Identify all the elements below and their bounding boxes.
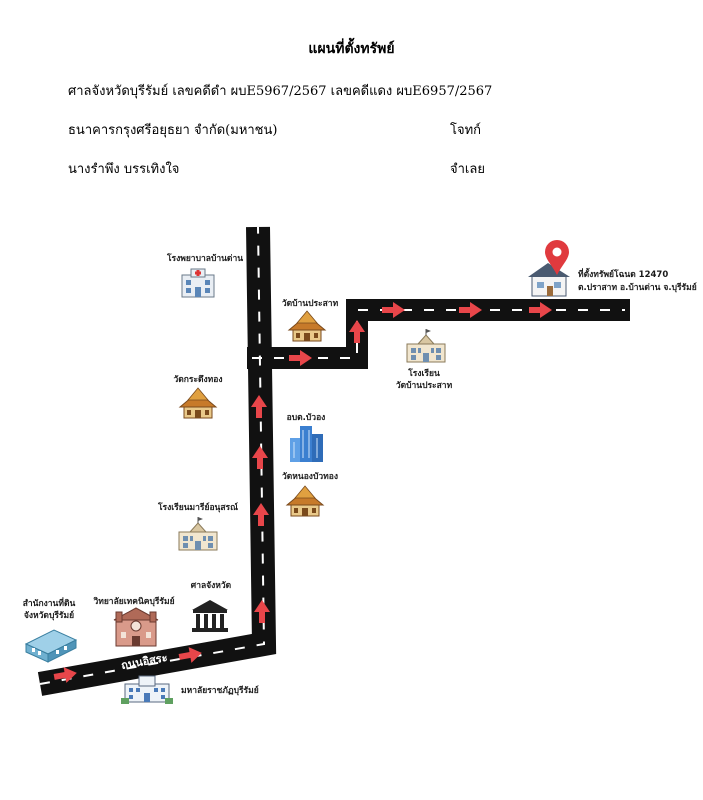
landmark-wat-ban-prasat bbox=[282, 298, 339, 341]
obt-label: อบต.บัวอง bbox=[286, 413, 326, 423]
landmark-hospital bbox=[166, 253, 243, 297]
plaintiff-role: โจทก์ bbox=[450, 123, 482, 138]
temple-icon bbox=[289, 311, 325, 341]
defendant-role: จำเลย bbox=[450, 162, 485, 177]
landmark-court bbox=[191, 580, 232, 632]
property-label-line1: ที่ตั้งทรัพย์โฉนด 12470 bbox=[578, 270, 669, 280]
landmark-school-ban-prasat bbox=[396, 329, 453, 391]
landmark-wat-nong-bua bbox=[282, 471, 338, 516]
house-icon bbox=[528, 263, 570, 296]
office-tower-icon bbox=[290, 426, 323, 462]
property-marker bbox=[528, 240, 697, 296]
courthouse-icon bbox=[192, 600, 228, 632]
plaintiff-name: ธนาคารกรุงศรีอยุธยา จำกัด(มหาชน) bbox=[68, 123, 278, 138]
case-number-line: ศาลจังหวัดบุรีรัมย์ เลขคดีดำ ผบE5967/2567 เลขคดีแดง ผบE6957/2567 bbox=[68, 84, 493, 99]
wat-krathing-label: วัดกระดึงทอง bbox=[173, 375, 223, 385]
school-prasat-label-2: วัดบ้านประสาท bbox=[395, 381, 453, 391]
landmark-obt bbox=[287, 412, 326, 462]
property-label-line2: ต.ปราสาท อ.บ้านด่าน จ.บุรีรัมย์ bbox=[578, 283, 697, 293]
defendant-name: นางรำพึง บรรเทิงใจ bbox=[68, 162, 180, 177]
government-building-icon bbox=[26, 630, 76, 662]
temple-icon bbox=[287, 486, 323, 516]
college-building-icon bbox=[114, 608, 158, 646]
landmark-school-mary bbox=[157, 502, 238, 550]
court-label: ศาลจังหวัด bbox=[190, 581, 232, 591]
hospital-icon bbox=[182, 269, 214, 297]
tech-college-label: วิทยาลัยเทคนิคบุรีรัมย์ bbox=[93, 597, 175, 607]
hospital-label: โรงพยาบาลบ้านด่าน bbox=[166, 254, 244, 264]
wat-nong-bua-label: วัดหนองบัวทอง bbox=[282, 472, 338, 482]
landmark-tech-college bbox=[93, 596, 174, 646]
landmark-land-office bbox=[23, 596, 76, 662]
rajabhat-label: มหาลัยราชภัฏบุรีรัมย์ bbox=[181, 686, 259, 696]
school-icon bbox=[407, 329, 445, 362]
page-title: แผนที่ตั้งทรัพย์ bbox=[308, 41, 395, 57]
landmark-rajabhat bbox=[121, 676, 259, 704]
school-prasat-label-1: โรงเรียน bbox=[408, 369, 440, 379]
temple-icon bbox=[180, 388, 216, 418]
land-office-label-1: สำนักงานที่ดิน bbox=[22, 599, 76, 609]
land-office-label-2: จังหวัดบุรีรัมย์ bbox=[23, 611, 75, 621]
school-mary-label: โรงเรียนมารีย์อนุสรณ์ bbox=[157, 503, 239, 513]
school-icon bbox=[179, 517, 217, 550]
wat-ban-prasat-label: วัดบ้านประสาท bbox=[281, 299, 339, 309]
road-name-label: ถนนอิสระ bbox=[120, 651, 169, 673]
landmark-wat-krathing bbox=[173, 374, 222, 418]
